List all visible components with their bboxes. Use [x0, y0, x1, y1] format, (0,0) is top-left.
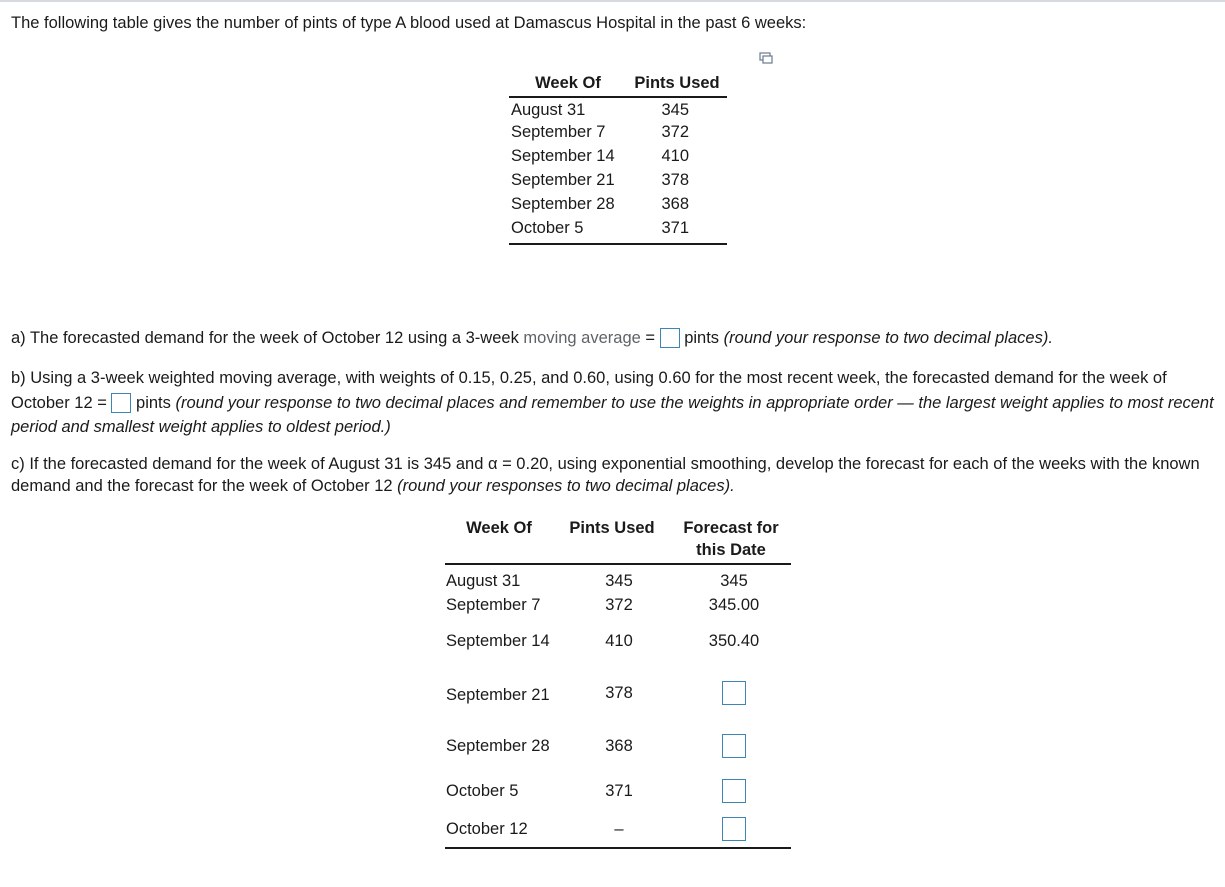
table-row: [509, 99, 727, 121]
question-a-equals: =: [640, 329, 660, 347]
pints-cell: 368: [661, 195, 689, 213]
table-row: [445, 721, 791, 771]
table-row: [509, 193, 727, 215]
table-bottom-rule: [509, 243, 727, 245]
week-cell: September 21: [511, 171, 615, 189]
header-pints-used: Pints Used: [569, 519, 655, 537]
question-c: [11, 453, 1225, 497]
question-b-text: b) Using a 3-week weighted moving average, with weights of 0.15, 0.25, and 0.60, using 0.60 for the most recent week, the forecasted demand for the week of October 12 =: [11, 369, 1167, 412]
week-cell: September 21: [446, 686, 550, 704]
table-row: [509, 217, 727, 239]
blood-usage-table: [509, 70, 727, 245]
question-b: [11, 366, 1223, 440]
pints-cell: 368: [605, 737, 633, 755]
header-pints-used: Pints Used: [634, 73, 720, 92]
forecast-cell: [671, 734, 791, 758]
pints-cell: 372: [661, 123, 689, 141]
pints-cell: 378: [661, 171, 689, 189]
week-cell: September 7: [511, 123, 606, 141]
table-row: [445, 665, 791, 721]
forecast-cell: [671, 681, 791, 705]
question-a-suffix: pints: [679, 329, 724, 347]
pints-cell: 371: [661, 219, 689, 237]
intro-text: The following table gives the number of pints of type A blood used at Damascus Hospital in the past 6 weeks:: [11, 14, 807, 32]
week-cell: October 5: [511, 219, 584, 237]
weighted-average-answer-input[interactable]: [111, 393, 131, 413]
table-row: [445, 811, 791, 847]
week-cell: September 7: [446, 596, 541, 614]
week-cell: August 31: [511, 101, 586, 119]
forecast-input-september-21[interactable]: [722, 681, 746, 705]
copy-table-icon[interactable]: [759, 52, 773, 64]
week-cell: August 31: [446, 572, 521, 590]
week-cell: October 12: [446, 820, 528, 838]
forecast-cell: [671, 779, 791, 803]
pints-cell: 371: [605, 782, 633, 800]
question-b-note: (round your response to two decimal places and remember to use the weights in appropriate order — the largest weight applies to most recent period and smallest weight applies to oldest period.): [11, 393, 1214, 436]
question-a: [11, 326, 1053, 350]
forecast-cell: 345.00: [708, 596, 760, 614]
table-row: [445, 771, 791, 811]
forecast-cell: [671, 817, 791, 841]
pints-cell: 378: [605, 684, 633, 702]
table-row: [509, 145, 727, 167]
week-cell: September 28: [511, 195, 615, 213]
table-bottom-rule: [445, 847, 791, 849]
forecast-input-october-5[interactable]: [722, 779, 746, 803]
question-b-suffix: pints: [131, 393, 176, 412]
pints-cell: 372: [605, 596, 633, 614]
moving-average-answer-input[interactable]: [660, 328, 680, 348]
question-a-note: (round your response to two decimal places).: [723, 329, 1053, 347]
table-row: [509, 169, 727, 191]
header-week-of: Week Of: [535, 73, 601, 92]
week-cell: September 28: [446, 737, 550, 755]
pints-cell: 345: [661, 101, 689, 119]
table-row: [445, 569, 791, 593]
forecast-cell: 345: [720, 572, 748, 590]
forecast-input-october-12[interactable]: [722, 817, 746, 841]
exponential-smoothing-table: [445, 517, 791, 849]
question-a-prefix: a) The forecasted demand for the week of October 12 using a 3-week: [11, 329, 524, 347]
header-week-of: Week Of: [466, 519, 532, 537]
moving-average-link[interactable]: moving average: [523, 329, 641, 347]
table-header: [445, 517, 791, 565]
pints-cell: –: [614, 820, 624, 838]
question-c-text: c) If the forecasted demand for the week of August 31 is 345 and α = 0.20, using exponential smoothing, develop the forecast for each of the weeks with the known demand and the forecast for the week of October 12: [11, 455, 1200, 495]
question-c-note: (round your responses to two decimal places).: [397, 477, 735, 495]
pints-cell: 345: [605, 572, 633, 590]
week-cell: September 14: [446, 632, 550, 650]
pints-cell: 410: [605, 632, 633, 650]
week-cell: September 14: [511, 147, 615, 165]
table-row: [509, 121, 727, 143]
table-row: [445, 593, 791, 617]
top-border: [0, 0, 1225, 2]
table-header: [509, 70, 727, 98]
forecast-cell: 350.40: [708, 632, 760, 650]
week-cell: October 5: [446, 782, 519, 800]
forecast-input-september-28[interactable]: [722, 734, 746, 758]
pints-cell: 410: [661, 147, 689, 165]
header-forecast: Forecast for this Date: [683, 519, 779, 559]
table-row: [445, 617, 791, 665]
